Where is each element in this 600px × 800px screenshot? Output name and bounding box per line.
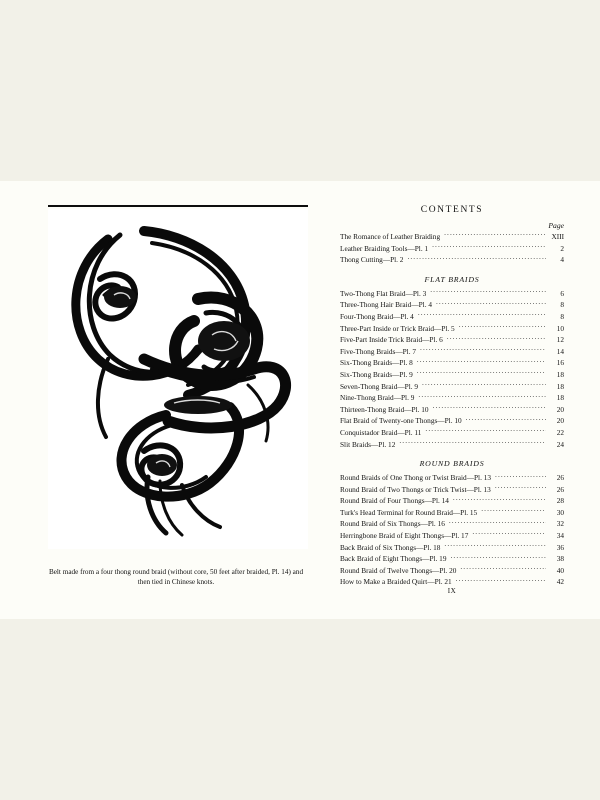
toc-entry-label: Three-Thong Hair Braid—Pl. 4 [340,300,432,310]
toc-entry-page: 32 [556,519,564,529]
toc-leader [447,334,546,342]
toc-leader [481,507,546,515]
toc-entry[interactable] [340,484,564,496]
toc-entry[interactable] [340,415,564,427]
section-heading-round-braids: ROUND BRAIDS [419,459,485,469]
toc-leader [418,311,546,319]
contents-title: CONTENTS [420,205,484,215]
toc-leader [417,357,546,365]
toc-entry[interactable] [340,357,564,369]
toc-entry-label: Conquistador Braid—Pl. 11 [340,427,422,437]
toc-entry[interactable] [340,369,564,381]
toc-entry-page: 30 [556,507,564,517]
toc-entry-page: 36 [556,542,564,552]
toc-entry-page: 40 [556,565,564,575]
toc-entry-label: Back Braid of Eight Thongs—Pl. 19 [340,554,447,564]
toc-entry[interactable] [340,495,564,507]
toc-leader [432,243,546,251]
contents-front-matter-list [340,231,564,266]
toc-entry[interactable] [340,392,564,404]
page-folio: IX [447,587,457,595]
toc-entry[interactable] [340,565,564,577]
toc-entry[interactable] [340,243,564,255]
toc-entry[interactable] [340,381,564,393]
toc-entry-page: 20 [556,404,564,414]
toc-entry-label: Round Braid of Two Thongs or Trick Twist—Pl. 13 [340,484,491,494]
toc-entry[interactable] [340,334,564,346]
toc-entry[interactable] [340,427,564,439]
toc-entry[interactable] [340,507,564,519]
toc-entry-label: Six-Thong Braids—Pl. 9 [340,369,413,379]
toc-entry[interactable] [340,254,564,266]
toc-entry-label: Turk's Head Terminal for Round Braid—Pl. 15 [340,507,478,517]
toc-entry[interactable] [340,311,564,323]
toc-leader [495,472,546,480]
toc-leader [407,254,546,262]
toc-entry-label: Round Braid of Six Thongs—Pl. 16 [340,519,445,529]
toc-entry-label: How to Make a Braided Quirt—Pl. 21 [340,577,452,587]
toc-leader [425,427,546,435]
toc-leader [450,553,546,561]
toc-entry[interactable] [340,231,564,243]
toc-entry-page: XIII [551,232,564,241]
toc-entry-page: 42 [556,577,564,587]
contents-section-flat-braids [340,288,564,450]
frontispiece-plate [38,199,310,599]
toc-leader [449,518,546,526]
toc-leader [444,542,546,550]
toc-leader [495,484,546,492]
toc-leader [433,404,546,412]
toc-entry-page: 26 [556,473,564,483]
toc-entry[interactable] [340,439,564,451]
toc-entry-page: 6 [560,288,564,298]
toc-entry[interactable] [340,288,564,300]
toc-leader [459,323,546,331]
toc-entry[interactable] [340,472,564,484]
plate-caption: Belt made from a four thong round braid (without core, 50 feet after braided, Pl. 14) and then tied in Chinese knots. [48,568,304,586]
toc-leader [430,288,546,296]
toc-entry-page: 20 [556,416,564,426]
toc-entry-label: Thirteen-Thong Braid—Pl. 10 [340,404,429,414]
toc-entry-label: Back Braid of Six Thongs—Pl. 18 [340,542,441,552]
toc-entry-page: 10 [556,323,564,333]
toc-entry-page: 26 [556,484,564,494]
toc-entry-page: 18 [556,369,564,379]
toc-entry-label: Leather Braiding Tools—Pl. 1 [340,243,429,253]
page-column-header: Page [548,221,564,230]
toc-entry-page: 34 [556,531,564,541]
toc-leader [418,392,546,400]
toc-entry-page: 16 [556,358,564,368]
toc-leader [420,346,546,354]
toc-entry-page: 8 [560,300,564,310]
toc-leader [417,369,546,377]
toc-entry-label: Round Braids of One Thong or Twist Braid—Pl. 13 [340,473,492,483]
toc-leader [453,495,546,503]
toc-entry-label: Two-Thong Flat Braid—Pl. 3 [340,288,427,298]
plate-top-rule [48,205,308,207]
toc-entry-page: 38 [556,554,564,564]
book-page [0,181,600,619]
toc-entry[interactable] [340,542,564,554]
toc-entry-page: 2 [560,243,564,253]
toc-leader [436,299,546,307]
toc-entry-page: 8 [560,311,564,321]
toc-entry-page: 18 [556,393,564,403]
section-heading-flat-braids: FLAT BRAIDS [424,274,480,284]
toc-entry-label: Thong Cutting—Pl. 2 [340,255,404,265]
toc-leader [422,381,546,389]
toc-leader [399,439,546,447]
toc-entry[interactable] [340,530,564,542]
toc-entry-label: Four-Thong Braid—Pl. 4 [340,311,414,321]
toc-entry-label: Slit Braids—Pl. 12 [340,439,396,449]
toc-leader [466,415,546,423]
toc-entry[interactable] [340,553,564,565]
toc-leader [472,530,546,538]
toc-entry[interactable] [340,404,564,416]
toc-entry[interactable] [340,346,564,358]
toc-entry-page: 28 [556,496,564,506]
toc-leader [456,576,546,584]
toc-entry-page: 24 [556,439,564,449]
toc-entry-page: 22 [556,427,564,437]
toc-entry[interactable] [340,299,564,311]
toc-entry-page: 18 [556,381,564,391]
toc-entry[interactable] [340,518,564,530]
toc-entry-label: Herringbone Braid of Eight Thongs—Pl. 17 [340,531,469,541]
toc-entry-page: 12 [556,335,564,345]
toc-entry-label: Five-Part Inside Trick Braid—Pl. 6 [340,335,443,345]
toc-entry-label: Five-Thong Braids—Pl. 7 [340,346,417,356]
toc-entry-label: Round Braid of Twelve Thongs—Pl. 20 [340,565,457,575]
toc-entry[interactable] [340,323,564,335]
toc-entry-label: Flat Braid of Twenty-one Thongs—Pl. 10 [340,416,462,426]
toc-entry-page: 14 [556,346,564,356]
toc-entry-label: Round Braid of Four Thongs—Pl. 14 [340,496,449,506]
toc-entry-label: The Romance of Leather Braiding [340,232,441,241]
contents-section-round-braids [340,472,564,588]
toc-leader [460,565,546,573]
toc-entry-label: Three-Part Inside or Trick Braid—Pl. 5 [340,323,455,333]
toc-entry-label: Nine-Thong Braid—Pl. 9 [340,393,415,403]
braided-belt-photograph [48,209,308,549]
toc-entry-label: Six-Thong Braids—Pl. 8 [340,358,413,368]
toc-entry-label: Seven-Thong Braid—Pl. 9 [340,381,419,391]
toc-entry-page: 4 [560,255,564,265]
table-of-contents [340,205,564,588]
toc-leader [444,231,546,239]
